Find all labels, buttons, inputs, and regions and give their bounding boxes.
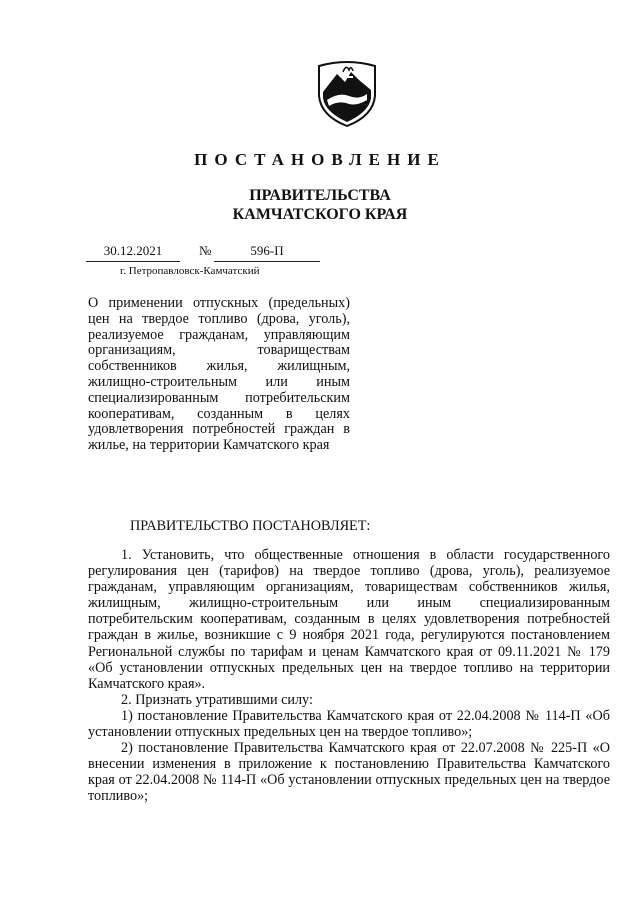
paragraph-2-item-1: 1) постановление Правительства Камчатского края от 22.04.2008 № 114-П «Об установлении отпускных предельных цен на твердое топливо»; xyxy=(88,707,610,741)
issuer-line-1: ПРАВИТЕЛЬСТВА xyxy=(249,187,391,204)
paragraph-2-item-2: 2) постановление Правительства Камчатского края от 22.07.2008 № 225-П «О внесении изменения в приложение к постановлению Правительства Камчатского края от 22.04.2008 № 114-П «Об установлении отпускных предельных цен на твердое топливо»; xyxy=(88,740,610,805)
decree-heading: ПРАВИТЕЛЬСТВО ПОСТАНОВЛЯЕТ: xyxy=(130,518,371,534)
number-underline xyxy=(214,261,320,262)
date-underline xyxy=(86,261,180,262)
paragraph-2: 2. Признать утратившими силу: xyxy=(121,691,313,708)
coat-of-arms-icon xyxy=(315,56,379,128)
paragraph-1: 1. Установить, что общественные отношения в области государственного регулирования цен (тарифов) на твердое топливо (дрова, уголь), реализуемое гражданам, управляющим организациям, товариществам собственников жилья, жилищным, жилищно-строительным или иным специализированным потребительским кооперативам, созданным в целях удовлетворения потребностей граждан в жилье, возникшие с 9 ноября 2021 года, регулируются постановлением Региональной службы по тарифам и ценам Камчатского края от 09.11.2021 № 179 «Об установлении отпускных предельных цен на твердое топливо на территории Камчатского края». xyxy=(88,547,610,692)
document-number: 596-П xyxy=(250,243,284,258)
document-body xyxy=(88,547,610,805)
issuer-line-2: КАМЧАТСКОГО КРАЯ xyxy=(232,206,408,223)
document-subject: О применении отпускных (предельных) цен на твердое топливо (дрова, уголь), реализуемое гражданам, управляющим организациям, товариществам собственников жилья, жилищным, жилищно-строительным или иным специализированным потребительским кооперативам, созданным в целях удовлетворения потребностей граждан в жилье, на территории Камчатского края xyxy=(88,295,350,454)
document-type-title: ПОСТАНОВЛЕНИЕ xyxy=(194,150,446,169)
issuer-title xyxy=(0,186,640,224)
number-sign: № xyxy=(199,243,212,258)
document-city: г. Петропавловск-Камчатский xyxy=(120,265,260,277)
document-date: 30.12.2021 xyxy=(103,243,163,258)
